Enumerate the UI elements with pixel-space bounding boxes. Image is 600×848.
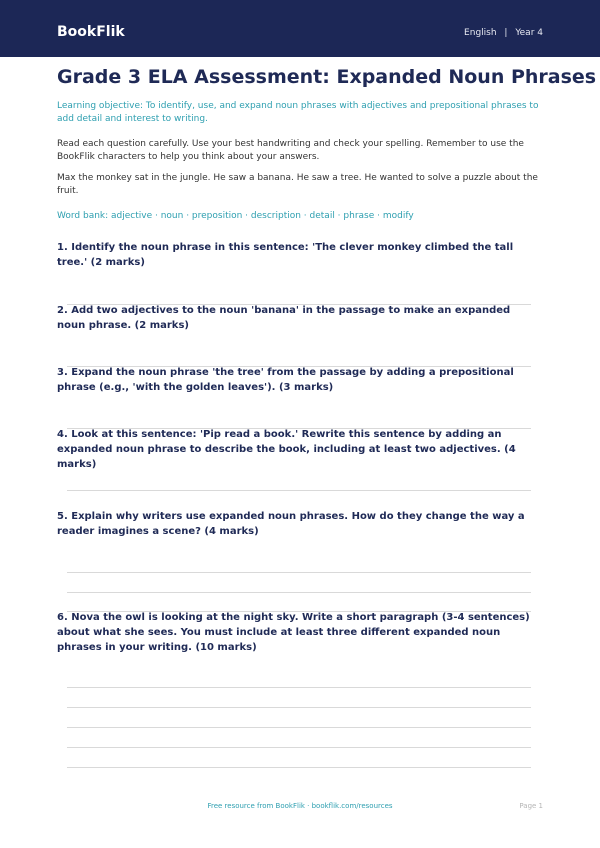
answer-line[interactable] xyxy=(67,572,531,573)
question-5: 5. Explain why writers use expanded noun phrases. How do they change the way a reader imagines a scene? (4 marks) xyxy=(57,511,525,537)
year-label: Year 4 xyxy=(515,28,543,38)
language-label: English xyxy=(464,28,497,38)
word-bank: Word bank: adjective · noun · preposition · description · detail · phrase · modify xyxy=(57,211,414,221)
question-3: 3. Expand the noun phrase 'the tree' from the passage by adding a prepositional phrase (e.g., 'with the golden leaves'). (3 marks) xyxy=(57,367,514,393)
question-1: 1. Identify the noun phrase in this sentence: 'The clever monkey climbed the tall tree.' (2 marks) xyxy=(57,242,514,268)
answer-line[interactable] xyxy=(67,707,531,708)
footer-text: Free resource from BookFlik · bookflik.com/resources xyxy=(207,802,393,810)
answer-line[interactable] xyxy=(67,747,531,748)
brand-logo-text: BookFlik xyxy=(57,24,125,40)
header-bar xyxy=(0,0,600,57)
page-number: Page 1 xyxy=(519,802,543,810)
meta-separator: | xyxy=(504,28,508,38)
answer-line[interactable] xyxy=(67,727,531,728)
instructions-text: Read each question carefully. Use your best handwriting and check your spelling. Remember to use the BookFlik characters to help you think about your answers. xyxy=(57,139,524,162)
passage-text: Max the monkey sat in the jungle. He saw a banana. He saw a tree. He wanted to solve a puzzle about the fruit. xyxy=(57,173,538,196)
document-title: Grade 3 ELA Assessment: Expanded Noun Phrases xyxy=(57,66,597,88)
answer-line[interactable] xyxy=(67,767,531,768)
answer-line[interactable] xyxy=(67,592,531,593)
question-6: 6. Nova the owl is looking at the night sky. Write a short paragraph (3-4 sentences) about what she sees. You must include at least three different expanded noun phrases in your writing. (10 marks) xyxy=(57,612,530,653)
header-meta xyxy=(464,28,543,38)
answer-line[interactable] xyxy=(67,687,531,688)
question-2: 2. Add two adjectives to the noun 'banana' in the passage to make an expanded noun phrase. (2 marks) xyxy=(57,305,511,331)
answer-line[interactable] xyxy=(67,490,531,491)
learning-objective: Learning objective: To identify, use, and expand noun phrases with adjectives and prepositional phrases to add detail and interest to writing. xyxy=(57,101,539,124)
question-4: 4. Look at this sentence: 'Pip read a book.' Rewrite this sentence by adding an expanded noun phrase to describe the book, including at least two adjectives. (4 marks) xyxy=(57,429,516,470)
